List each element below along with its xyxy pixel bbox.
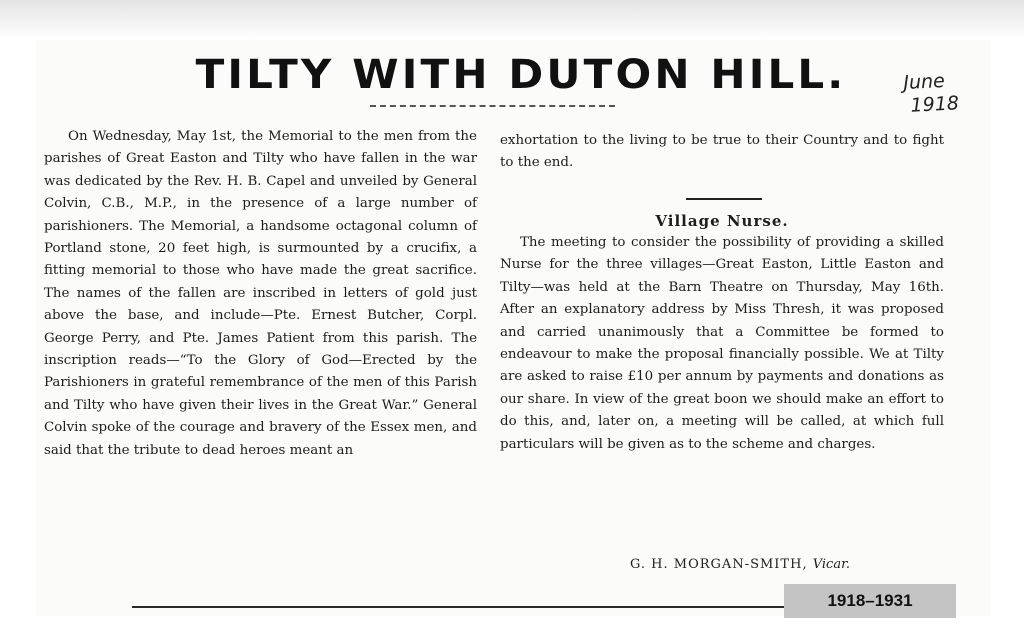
- newspaper-clipping: [36, 40, 990, 616]
- signature-title: Vicar.: [812, 557, 850, 572]
- article-title: TILTY WITH DUTON HILL.: [195, 52, 847, 98]
- left-column-text: On Wednesday, May 1st, the Memorial to the men from the parishes of Great Easton and Tilty who have fallen in the war was dedicated by the Rev. H. B. Capel and unveiled by General Colvin, C.B., M.P., in the presence of a large number of parishioners. The Memorial, a handsome octagonal column of Portland stone, 20 feet high, is surmounted by a crucifix, a fitting memorial to those who have made the great sacrifice. The names of the fallen are inscribed in letters of gold just above the base, and include—Pte. Ernest Butcher, Corpl. George Perry, and Pte. James Patient from this parish. The inscription reads—“To the Glory of God—Erected by the Parishioners in grateful remembrance of the men of this Parish and Tilty who have given their lives in the Great War.” General Colvin spoke of the courage and bravery of the Essex men, and said that the tribute to dead heroes meant an: [44, 129, 477, 458]
- handwritten-month: June: [902, 69, 946, 95]
- right-column-continuation: exhortation to the living to be true to their Country and to fight to the end.: [500, 133, 944, 171]
- scan-shadow: [0, 0, 1024, 40]
- section-divider: [686, 198, 762, 200]
- title-divider: [370, 105, 615, 107]
- section-heading: Village Nurse.: [655, 212, 789, 230]
- handwritten-year: 1918: [910, 92, 960, 117]
- signature-name: G. H. MORGAN-SMITH,: [630, 557, 808, 572]
- year-range-label: 1918–1931: [784, 584, 956, 618]
- handwritten-date: [903, 68, 985, 118]
- section-body-text: The meeting to consider the possibility of providing a skilled Nurse for the three villages—Great Easton, Little Easton and Tilty—was held at the Barn Theatre on Thursday, May 16th. After an explanatory address by Miss Thresh, it was proposed and carried unanimously that a Committee be formed to endeavour to make the proposal financially possible. We at Tilty are asked to raise £10 per annum by payments and donations as our share. In view of the great boon we should make an effort to do this, and, later on, a meeting will be called, at which full particulars will be given as to the scheme and charges.: [500, 235, 944, 452]
- signature: [630, 554, 930, 576]
